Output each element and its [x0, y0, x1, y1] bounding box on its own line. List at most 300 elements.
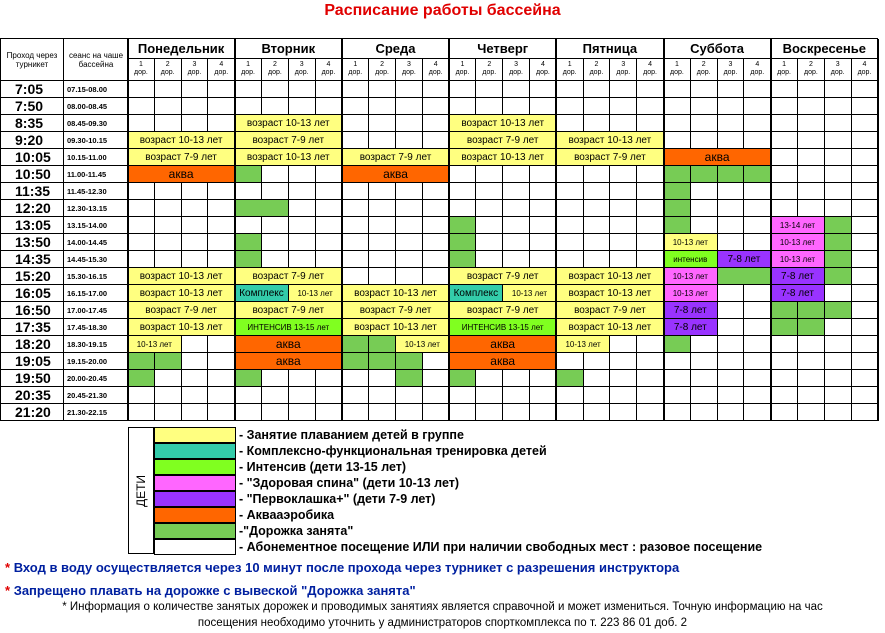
lane-cell: [610, 353, 637, 370]
activity-group: возраст 10-13 лет: [127, 268, 235, 285]
lane-number: 2: [594, 61, 599, 68]
legend-children-label: ДЕТИ: [128, 427, 154, 554]
lane-word: дор.: [401, 69, 416, 76]
lane-cell: [637, 234, 664, 251]
lane-cell: [208, 387, 235, 404]
lane-cell: [584, 353, 611, 370]
lane-cell: [503, 183, 530, 200]
session-cell: 11.00-11.45: [64, 166, 129, 183]
activity-busy: [797, 319, 825, 336]
lane-header: [423, 59, 450, 81]
lane-cell: [610, 98, 637, 115]
lane-cell: [852, 115, 879, 132]
lane-cell: [584, 183, 611, 200]
lane-cell: [316, 81, 343, 98]
lane-cell: [503, 81, 530, 98]
lane-cell: [396, 200, 423, 217]
day-header: Понедельник: [128, 39, 235, 59]
lane-cell: [557, 217, 584, 234]
session-cell: 12.30-13.15: [64, 200, 129, 217]
lane-word: дор.: [428, 69, 443, 76]
lane-cell: [476, 98, 503, 115]
activity-intensive: ИНТЕНСИВ 13-15 лет: [234, 319, 342, 336]
lane-cell: [155, 234, 182, 251]
legend-swatch-aqua: [154, 507, 236, 523]
lane-cell: [208, 81, 235, 98]
lane-cell: [718, 132, 745, 149]
lane-cell: [342, 200, 369, 217]
lane-cell: [557, 404, 584, 421]
activity-spine: 10-13 лет: [770, 251, 825, 268]
lane-cell: [718, 404, 745, 421]
activity-spine: 13-14 лет: [770, 217, 825, 234]
lane-cell: [182, 404, 209, 421]
lane-cell: [771, 81, 798, 98]
time-cell: 15:20: [1, 268, 64, 285]
activity-aqua: аква: [234, 336, 342, 353]
lane-cell: [744, 132, 771, 149]
lane-cell: [530, 404, 557, 421]
lane-cell: [423, 404, 450, 421]
lane-cell: [396, 115, 423, 132]
lane-cell: [584, 370, 611, 387]
lane-header: [476, 59, 503, 81]
lane-cell: [771, 370, 798, 387]
activity-busy: [449, 234, 477, 251]
activity-busy: [690, 166, 718, 183]
lane-cell: [155, 387, 182, 404]
lane-cell: [771, 336, 798, 353]
activity-group: 10-13 лет: [127, 336, 182, 353]
lane-cell: [664, 370, 691, 387]
lane-cell: [450, 166, 477, 183]
activity-busy: [234, 370, 262, 387]
lane-cell: [691, 217, 718, 234]
day-separator: [770, 39, 772, 421]
session-cell: 18.30-19.15: [64, 336, 129, 353]
lane-number: 2: [487, 61, 492, 68]
activity-intensive: интенсив: [663, 251, 718, 268]
lane-cell: [610, 81, 637, 98]
legend-swatch-spine: [154, 475, 236, 491]
lane-cell: [423, 217, 450, 234]
lane-cell: [155, 370, 182, 387]
lane-cell: [208, 115, 235, 132]
lane-cell: [798, 98, 825, 115]
lane-cell: [182, 234, 209, 251]
lane-cell: [423, 251, 450, 268]
lane-cell: [503, 217, 530, 234]
lane-cell: [503, 200, 530, 217]
lane-cell: [182, 336, 209, 353]
lane-word: дор.: [133, 69, 148, 76]
lane-cell: [637, 336, 664, 353]
lane-word: дор.: [830, 69, 845, 76]
time-cell: 7:05: [1, 81, 64, 98]
lane-cell: [744, 234, 771, 251]
activity-aqua: аква: [127, 166, 235, 183]
lane-cell: [610, 166, 637, 183]
lane-number: 1: [674, 61, 679, 68]
lane-cell: [369, 81, 396, 98]
session-cell: 17.45-18.30: [64, 319, 129, 336]
lane-cell: [744, 98, 771, 115]
lane-header: [852, 59, 879, 81]
lane-cell: [235, 98, 262, 115]
lane-cell: [128, 387, 155, 404]
lane-cell: [557, 81, 584, 98]
lane-cell: [637, 81, 664, 98]
lane-cell: [798, 353, 825, 370]
lane-cell: [342, 217, 369, 234]
lane-cell: [557, 234, 584, 251]
activity-busy: [717, 166, 745, 183]
lane-cell: [182, 217, 209, 234]
lane-cell: [718, 370, 745, 387]
lane-cell: [423, 183, 450, 200]
lane-cell: [610, 251, 637, 268]
lane-cell: [503, 234, 530, 251]
activity-firstgrade: 7-8 лет: [770, 285, 825, 302]
lane-cell: [182, 353, 209, 370]
lane-cell: [691, 353, 718, 370]
lane-cell: [798, 387, 825, 404]
lane-cell: [798, 149, 825, 166]
lane-number: 4: [433, 61, 438, 68]
lane-cell: [503, 370, 530, 387]
lane-header: [771, 59, 798, 81]
lane-cell: [825, 319, 852, 336]
lane-cell: [718, 387, 745, 404]
lane-cell: [369, 370, 396, 387]
lane-cell: [423, 115, 450, 132]
lane-cell: [155, 200, 182, 217]
activity-busy: [449, 370, 477, 387]
activity-busy: [368, 336, 396, 353]
legend-text-aqua: - Аквааэробика: [239, 508, 335, 522]
lane-cell: [289, 200, 316, 217]
lane-cell: [450, 404, 477, 421]
day-header: Четверг: [450, 39, 557, 59]
lane-cell: [342, 387, 369, 404]
activity-complex: Комплекс: [234, 285, 289, 302]
lane-header: [316, 59, 343, 81]
activity-busy: [797, 302, 825, 319]
lane-cell: [182, 183, 209, 200]
lane-number: 2: [272, 61, 277, 68]
lane-cell: [718, 183, 745, 200]
lane-cell: [396, 234, 423, 251]
activity-firstgrade: 7-8 лет: [770, 268, 825, 285]
lane-cell: [503, 404, 530, 421]
activity-busy: [341, 336, 369, 353]
lane-cell: [369, 217, 396, 234]
lane-word: дор.: [294, 69, 309, 76]
lane-cell: [235, 404, 262, 421]
lane-cell: [610, 370, 637, 387]
lane-cell: [825, 81, 852, 98]
lane-cell: [637, 353, 664, 370]
lane-cell: [557, 98, 584, 115]
session-cell: 10.15-11.00: [64, 149, 129, 166]
lane-cell: [503, 166, 530, 183]
activity-busy: [341, 353, 369, 370]
lane-cell: [557, 387, 584, 404]
lane-cell: [610, 336, 637, 353]
lane-cell: [744, 336, 771, 353]
day-header: Пятница: [557, 39, 664, 59]
lane-cell: [771, 98, 798, 115]
lane-cell: [557, 200, 584, 217]
lane-cell: [584, 404, 611, 421]
legend-swatch-group: [154, 427, 236, 443]
lane-cell: [155, 404, 182, 421]
lane-cell: [476, 183, 503, 200]
lane-cell: [262, 166, 289, 183]
lane-header: [744, 59, 771, 81]
activity-group: возраст 10-13 лет: [449, 115, 557, 132]
day-separator: [555, 39, 557, 421]
lane-number: 4: [219, 61, 224, 68]
lane-cell: [771, 115, 798, 132]
lane-cell: [637, 387, 664, 404]
lane-number: 1: [353, 61, 358, 68]
lane-cell: [316, 387, 343, 404]
lane-cell: [476, 387, 503, 404]
activity-spine: 10-13 лет: [663, 285, 718, 302]
lane-header: [182, 59, 209, 81]
lane-header: [128, 59, 155, 81]
lane-cell: [771, 183, 798, 200]
lane-cell: [396, 183, 423, 200]
lane-cell: [664, 404, 691, 421]
lane-cell: [825, 336, 852, 353]
lane-cell: [852, 132, 879, 149]
lane-word: дор.: [857, 69, 872, 76]
activity-busy: [395, 370, 423, 387]
lane-cell: [530, 183, 557, 200]
lane-word: дор.: [803, 69, 818, 76]
lane-cell: [208, 217, 235, 234]
lane-cell: [798, 132, 825, 149]
lane-cell: [610, 404, 637, 421]
lane-cell: [691, 336, 718, 353]
day-separator: [877, 39, 879, 421]
activity-busy: [717, 268, 772, 285]
session-cell: 09.30-10.15: [64, 132, 129, 149]
lane-cell: [771, 132, 798, 149]
lane-cell: [825, 183, 852, 200]
time-cell: 10:50: [1, 166, 64, 183]
lane-cell: [235, 81, 262, 98]
activity-group: возраст 10-13 лет: [556, 268, 664, 285]
activity-aqua: аква: [449, 336, 557, 353]
lane-cell: [610, 200, 637, 217]
lane-cell: [852, 98, 879, 115]
activity-group: 10-13 лет: [395, 336, 450, 353]
lane-cell: [744, 200, 771, 217]
lane-cell: [342, 81, 369, 98]
lane-cell: [316, 234, 343, 251]
lane-cell: [289, 183, 316, 200]
lane-cell: [691, 132, 718, 149]
lane-word: дор.: [375, 69, 389, 76]
lane-word: дор.: [321, 69, 336, 76]
activity-group: возраст 7-9 лет: [556, 149, 664, 166]
lane-cell: [771, 353, 798, 370]
lane-cell: [584, 251, 611, 268]
activity-group: возраст 7-9 лет: [449, 302, 557, 319]
footer-line-1: * Информация о количестве занятых дорожек и проводимых занятиях является справочной и может измениться. Точную информацию на час: [62, 601, 823, 613]
activity-group: возраст 10-13 лет: [556, 132, 664, 149]
lane-cell: [852, 387, 879, 404]
lane-cell: [584, 387, 611, 404]
activity-busy: [368, 353, 396, 370]
lane-cell: [316, 370, 343, 387]
lane-cell: [771, 149, 798, 166]
activity-busy: [234, 166, 262, 183]
lane-cell: [852, 268, 879, 285]
lane-word: дор.: [348, 69, 363, 76]
lane-cell: [771, 166, 798, 183]
lane-cell: [342, 183, 369, 200]
lane-cell: [691, 387, 718, 404]
lane-cell: [262, 217, 289, 234]
lane-word: дор.: [562, 69, 577, 76]
lane-cell: [637, 251, 664, 268]
activity-group: возраст 10-13 лет: [234, 149, 342, 166]
session-cell: 13.15-14.00: [64, 217, 129, 234]
lane-cell: [744, 183, 771, 200]
lane-cell: [476, 234, 503, 251]
activity-busy: [770, 302, 798, 319]
lane-cell: [289, 81, 316, 98]
lane-cell: [423, 132, 450, 149]
lane-cell: [182, 200, 209, 217]
lane-header: [584, 59, 611, 81]
lane-cell: [450, 183, 477, 200]
legend-swatch-free: [154, 539, 236, 555]
lane-number: 4: [755, 61, 760, 68]
lane-header: [557, 59, 584, 81]
lane-cell: [128, 98, 155, 115]
activity-aqua: аква: [449, 353, 557, 370]
lane-cell: [396, 404, 423, 421]
lane-cell: [744, 302, 771, 319]
lane-cell: [182, 387, 209, 404]
activity-busy: [234, 200, 289, 217]
lane-word: дор.: [187, 69, 202, 76]
lane-cell: [423, 353, 450, 370]
lane-cell: [369, 268, 396, 285]
time-cell: 8:35: [1, 115, 64, 132]
activity-aqua: аква: [341, 166, 449, 183]
lane-cell: [691, 115, 718, 132]
time-cell: 20:35: [1, 387, 64, 404]
lane-cell: [369, 234, 396, 251]
lane-cell: [450, 98, 477, 115]
lane-number: 2: [701, 61, 706, 68]
activity-group: возраст 10-13 лет: [341, 319, 449, 336]
lane-cell: [208, 353, 235, 370]
lane-cell: [637, 404, 664, 421]
lane-cell: [476, 370, 503, 387]
lane-cell: [718, 217, 745, 234]
lane-number: 1: [460, 61, 465, 68]
lane-cell: [155, 98, 182, 115]
activity-group: возраст 10-13 лет: [556, 319, 664, 336]
lane-header: [208, 59, 235, 81]
lane-cell: [342, 132, 369, 149]
lane-cell: [208, 234, 235, 251]
activity-group: возраст 10-13 лет: [556, 285, 664, 302]
lane-cell: [825, 404, 852, 421]
lane-cell: [530, 98, 557, 115]
activity-group: возраст 7-9 лет: [449, 268, 557, 285]
lane-cell: [584, 98, 611, 115]
lane-cell: [557, 353, 584, 370]
lane-cell: [718, 81, 745, 98]
lane-cell: [718, 302, 745, 319]
day-header: Вторник: [235, 39, 342, 59]
lane-cell: [852, 285, 879, 302]
lane-cell: [369, 132, 396, 149]
activity-busy: [127, 370, 155, 387]
lane-cell: [664, 353, 691, 370]
lane-cell: [637, 115, 664, 132]
lane-cell: [771, 404, 798, 421]
lane-word: дор.: [160, 69, 175, 76]
lane-cell: [584, 234, 611, 251]
session-cell: 21.30-22.15: [64, 404, 129, 421]
session-cell: 08.45-09.30: [64, 115, 129, 132]
lane-cell: [610, 217, 637, 234]
lane-cell: [289, 370, 316, 387]
day-header: Воскресенье: [771, 39, 878, 59]
lane-cell: [289, 234, 316, 251]
activity-busy: [824, 302, 852, 319]
day-header: Суббота: [664, 39, 771, 59]
lane-word: дор.: [455, 69, 470, 76]
lane-cell: [262, 387, 289, 404]
lane-word: дор.: [241, 69, 255, 76]
lane-cell: [396, 81, 423, 98]
legend-swatch-intensive: [154, 459, 236, 475]
lane-word: дор.: [750, 69, 765, 76]
activity-busy: [449, 251, 477, 268]
lane-cell: [557, 166, 584, 183]
lane-header: [610, 59, 637, 81]
lane-number: 2: [380, 61, 385, 68]
lane-cell: [316, 404, 343, 421]
activity-spine: 10-13 лет: [663, 268, 718, 285]
lane-cell: [798, 115, 825, 132]
lane-cell: [825, 132, 852, 149]
activity-complex: Комплекс: [449, 285, 504, 302]
lane-cell: [128, 115, 155, 132]
activity-aqua: аква: [234, 353, 342, 370]
lane-header: [798, 59, 825, 81]
activity-group: 10-13 лет: [502, 285, 557, 302]
header-turnstile: Проход через турникет: [1, 39, 64, 81]
lane-cell: [718, 98, 745, 115]
lane-cell: [128, 234, 155, 251]
legend-swatch-firstgrade: [154, 491, 236, 507]
lane-cell: [289, 217, 316, 234]
lane-cell: [128, 251, 155, 268]
lane-header: [396, 59, 423, 81]
lane-word: дор.: [696, 69, 711, 76]
